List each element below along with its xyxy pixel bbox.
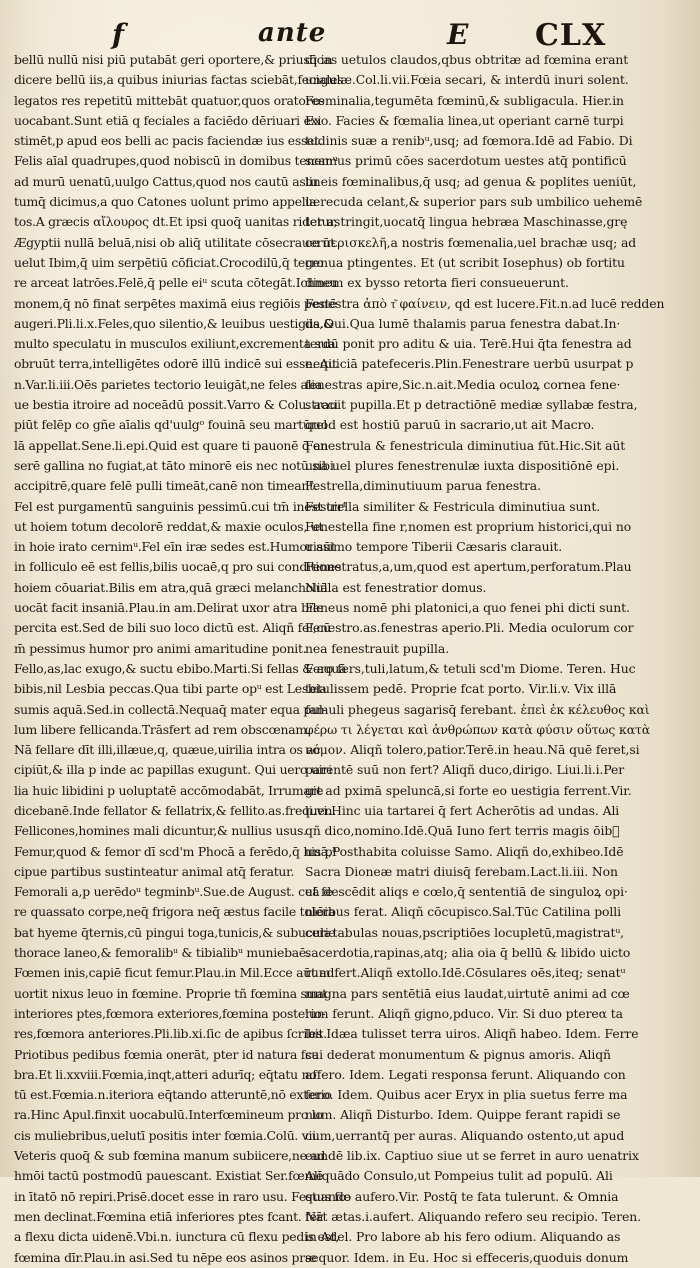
text-line: νόμον. Aliqñ tolero,patior.Terē.in heau.Nā quē feret,si bbox=[305, 742, 640, 758]
text-line: eundē lib.ix. Captiuo siue ut se ferret in auro uenatrix bbox=[305, 1148, 639, 1164]
text-line: stimēt,p apud eos belli ac pacis faciendæ ius esset. bbox=[14, 133, 323, 149]
text-line: Festrella similiter & Festricula diminutiua sunt. bbox=[305, 498, 601, 514]
text-line: Fenestrula & fenestricula diminutiua fūt.Hic.Sit aūt bbox=[305, 437, 626, 453]
text-line: affero. Idem. Legati responsa ferunt. Aliquando con bbox=[305, 1066, 626, 1082]
text-line: lum ferunt. Aliqñ gigno,pduco. Vir. Si duo ptereα ta bbox=[305, 1005, 623, 1021]
text-line: ad murū uenatū,uulgo Cattus,quod nos cautū astu bbox=[14, 173, 318, 189]
text-line: li.vi.Hinc uia tartarei q̄ fert Acherōtis ad undas. Ali bbox=[305, 802, 620, 818]
text-line: uocabant.Sunt etiā q feciales a faciēdo dēriuari exi bbox=[14, 112, 322, 128]
text-line: in ītatō nō repiri.Prisē.docet esse in raro usu. Festus fœ bbox=[14, 1188, 351, 1204]
text-line: Fœmen inis,capiē ficut femur.Plau.in Mil.Ecce aūt ad bbox=[14, 965, 335, 981]
text-line: fenestras apire,Sic.n.ait.Media oculoꝝ cornea fene· bbox=[305, 376, 621, 392]
text-line: Nā fellare dīt illi,illæue,q, quæue,uirilia intra os ac bbox=[14, 742, 321, 758]
text-line: Fenestella fine r,nomen est proprium historici,qui no bbox=[305, 518, 632, 534]
text-line: φέρω τι λέγεται καὶ ἀνθρώπων κατὰ φύσιν οὕτως κατὰ bbox=[305, 721, 650, 737]
text-line: thorace laneo,& femoralibᵘ & tibialibᵘ muniebaē. bbox=[14, 945, 310, 961]
text-line: hmōi tactū postmodū pauescant. Existiat Ser.fœmē bbox=[14, 1168, 324, 1184]
text-line: Festrella,diminutiuum parua fenestra. bbox=[305, 478, 541, 494]
text-line: cipiūt,& illa p inde ac papillas exugunt. Qui uero uiri bbox=[14, 762, 332, 778]
text-line: sacerdotia,rapinas,atq; alia oia q̄ bellū & libido uicto bbox=[305, 945, 631, 961]
text-line: git ad pximā speluncā,si forte eo uestigia ferrent.Vir. bbox=[305, 782, 632, 798]
text-line: uerecuda celant,& superior pars sub umbilico uehemē bbox=[305, 194, 643, 210]
text-line: tos.A græcis αἴλουρος dt.Et ipsi quoq̄ uanitas ridetur, bbox=[14, 214, 338, 230]
text-line: terdū ponit pro aditu & uia. Terē.Hui q̄ta fenestra ad bbox=[305, 336, 632, 352]
text-line: Fellicones,homines mali dicuntur,& nullius usus. bbox=[14, 823, 307, 839]
text-line: lā appellat.Sene.li.epi.Quid est quare ti pauonē q̄ an bbox=[14, 437, 329, 453]
text-line: men declinat.Fœmina etiā inferiores ptes fcant. Nā bbox=[14, 1208, 323, 1224]
text-line: ter astringit,uocatq̄ lingua hebræa Maschinasse,grę bbox=[305, 214, 628, 230]
text-line: Veteris quoq̄ & sub fœmina manum subiicere,ne ad bbox=[14, 1148, 326, 1164]
text-line: dicas uetulos claudos,qbus obtritæ ad fœmina erant bbox=[305, 52, 629, 67]
text-line: unā,Posthabita coluisse Samo. Aliqñ do,exhibeo.Idē bbox=[305, 843, 624, 859]
text-line: cum,uerrantq̄ per auras. Aliquando ostento,ut apud bbox=[305, 1127, 625, 1143]
text-line: Exo. Facies & fœmalia linea,ut operiant carnē turpi bbox=[305, 112, 624, 128]
text-line: Fenestro.as.fenestras aperio.Pli. Media oculorum cor bbox=[305, 620, 634, 636]
text-line: Fenestratus,a,um,quod est apertum,perforatum.Plau bbox=[305, 559, 632, 575]
text-line: lineis fœminalibus,q̄ usq; ad genua & poplites ueniūt, bbox=[305, 173, 637, 189]
text-line: Felis aīal quadrupes,quod nobiscū in domibus tenemᵘ bbox=[14, 153, 338, 169]
text-line: Fœminalia,tegumēta fœminū,& subligacula. Hier.in bbox=[305, 92, 624, 108]
text-line: uortit nixus leuo in fœmine. Proprie tñ fœmina sunt bbox=[14, 985, 327, 1001]
text-line: res,fœmora anteriores.Pli.lib.xi.ſic de apibus ſcribit. bbox=[14, 1026, 327, 1042]
text-line: bat hyeme q̄ternis,cū pingui toga,tunicis,& subuculæ bbox=[14, 924, 336, 940]
text-line: rum fert.Aliqñ extollo.Idē.Cōsulares oēs,iteq; senatᵘ bbox=[305, 965, 626, 981]
text-line: Sacra Dioneæ matri diuisq̄ ferebam.Lact.li.iii. Non bbox=[305, 863, 618, 879]
text-line: multo speculatu in musculos exiliunt,excrementa sua bbox=[14, 336, 336, 352]
text-line: bra.Et li.xxviii.Fœmia,inqt,atteri adurīq; eq̄tatu no bbox=[14, 1066, 317, 1082]
text-line: legatos res repetitū mittebāt quatuor,quos oratores bbox=[14, 92, 325, 108]
text-line: in hoie irato cernimᵘ.Fel eīn iræ sedes est.Humor aūt bbox=[14, 539, 336, 555]
text-line: obruūt terra,intelligētes odorē illū indicē sui esse. Ait bbox=[14, 356, 337, 372]
text-line: ra.Hinc Apul.finxit uocabulū.Interfœmineum pro lo bbox=[14, 1107, 323, 1123]
text-line: lia huic libidini p uoluptatē accōmodabāt, Irrumare bbox=[14, 782, 324, 798]
text-line: serē gallina no fugiat,at tāto minorē eis nec notū sibi bbox=[14, 457, 334, 473]
text-line: m̄ pessimus humor pro animi amaritudine ponit. bbox=[14, 640, 307, 656]
text-line: cipue partibus sustinteatur animal atq̄ feratur. bbox=[14, 863, 295, 879]
text-line: tū est.Fœmia.n.iteriora eq̄tando atteruntē,nō exterio bbox=[14, 1087, 332, 1103]
text-line: num. Aliqñ Disturbo. Idem. Quippe ferant rapidi se bbox=[305, 1107, 621, 1123]
text-line: nequiciā patefeceris.Plin.Fenestrare uerbū usurpat p bbox=[305, 356, 634, 372]
text-line: nea fenestrauit pupilla. bbox=[305, 640, 450, 656]
text-line: qñ dico,nomino.Idē.Quā Iuno fert terris magis ōib᷑ bbox=[305, 823, 620, 839]
text-line: dinem ex bysso retorta fieri consueuerunt. bbox=[305, 275, 569, 291]
text-line: Priotibus pedibus fœmia onerāt, pter id natura fca bbox=[14, 1046, 319, 1062]
text-line: hoiem cōuariat.Bilis em atra,quā græci melancholiā bbox=[14, 579, 328, 595]
text-line: cis muliebribus,uelutī positis inter fœmia.Colū. vii. bbox=[14, 1127, 320, 1143]
text-line: dicebanē.Inde fellator & fellatrix,& fellito.as.frequen. bbox=[14, 802, 336, 818]
text-line: tudinis suæ a renibᵘ,usq; ad fœmora.Idē ad Fabio. Di bbox=[305, 133, 633, 149]
text-line: Fenestra ἀπὸ τ͂ φαίνειν, qd est lucere.Fit.n.ad lucē redden bbox=[305, 295, 665, 311]
text-line: ungulæ.Col.li.vii.Fœia secari, & interdū inuri solent. bbox=[305, 72, 629, 88]
text-line: bellū nullū nisi piū putabāt geri oportere,& priusq̄ in bbox=[14, 52, 333, 67]
text-line: interiores ptes,fœmora exteriores,fœmina posterio- bbox=[14, 1005, 326, 1021]
text-line: n.Var.li.iii.Oēs parietes tectorio leuigāt,ne feles alia bbox=[14, 376, 323, 392]
text-line: re arceat latrōes.Felē,q̄ pelle eiᵘ scuta cōtegāt.Ichneu bbox=[14, 275, 338, 291]
text-line: tetulissem pedē. Proprie fcat porto. Vir.li.v. Vix illā bbox=[305, 681, 617, 697]
text-line: Aliquādo Consulo,ut Pompeius tulit ad populū. Ali bbox=[305, 1168, 613, 1184]
text-line: accipitrē,quare felē pulli timeāt,canē non timeant. bbox=[14, 478, 318, 494]
text-line: una uel plures fenestrenulæ iuxta dispositiōnē epi. bbox=[305, 457, 620, 473]
text-line: strauit pupilla.Et p detractiōnē mediæ syllabæ festra, bbox=[305, 397, 638, 413]
text-line: niōibus ferat. Aliqñ cōcupisco.Sal.Tūc Catilina polli bbox=[305, 904, 621, 920]
text-line: sequor. Idem. in Eu. Hoc si effeceris,quoduis donum bbox=[305, 1249, 629, 1265]
text-line: ce περισκελῆ,a nostris fœmenalia,uel brachæ usq; ad bbox=[305, 234, 637, 250]
text-line: magna pars sentētiā eius laudat,uirtutē animi ad cœ bbox=[305, 985, 630, 1001]
text-line: re quassato corpe,neq̄ frigora neq̄ æstus facile tolera bbox=[14, 904, 336, 920]
left-text-column bbox=[14, 50, 351, 1268]
text-line: fœmina dīr.Plau.in asi.Sed tu nēpe eos asinos præ bbox=[14, 1249, 317, 1265]
text-line: quando aufero.Vir. Postq̄ te fata tulerunt. & Omnia bbox=[305, 1188, 619, 1204]
text-line: Fello,as,lac exugo,& suctu ebibo.Marti.Si fellas & aquā bbox=[14, 660, 347, 676]
page-header bbox=[0, 14, 700, 54]
text-line: uissimo tempore Tiberii Cæsaris clarauit. bbox=[305, 539, 563, 555]
text-line: uelut Ibim,q̄ uim serpētiū cōficiat.Crocodilū,q̄ terro bbox=[14, 254, 324, 270]
text-line: Femur,quod & femor dī scd'm Phocā a ferēdo,q̄ his pᵃ bbox=[14, 843, 337, 859]
text-line: Ægyptii nullā beluā,nisi ob aliq̄ utilitate cōsecrauerūt bbox=[14, 234, 335, 250]
section-letter: E bbox=[447, 18, 469, 51]
text-line: parentē suū non fert? Aliqñ duco,dirigo. Liui.li.i.Per bbox=[305, 762, 625, 778]
text-line: percita est.Sed de bili suo loco dictū est. Aliqñ fel,cū bbox=[14, 620, 331, 636]
text-line: tumq̄ dicimus,a quo Catones uolunt primo appella bbox=[14, 194, 317, 210]
running-head: ante bbox=[258, 18, 327, 48]
text-line: fero. Idem. Quibus acer Eryx in plia suetus ferre ma bbox=[305, 1087, 628, 1103]
text-line: piūt felēp co gñe aīalis qd'uulgᵒ fouinā seu martūrel bbox=[14, 417, 328, 433]
text-line: sui dederat monumentum & pignus amoris. Aliqñ bbox=[305, 1046, 611, 1062]
right-text-column bbox=[305, 50, 683, 1268]
text-line: dicere bellū iis,a quibus iniurias factas sciebāt,feciales bbox=[14, 72, 344, 88]
signature-mark: f bbox=[112, 18, 125, 51]
text-line: sumis aquā.Sed.in collectā.Nequaq̄ mater equa pul- bbox=[14, 701, 327, 717]
text-line: Feneus nomē phi platonici,a quo fenei phi dicti sunt. bbox=[305, 600, 630, 616]
text-line: quod est hostiū paruū in sacrario,ut ait Macro. bbox=[305, 417, 595, 433]
text-line: Fel est purgamentū sanguinis pessimū.cui tm̄ inest uirᵗ bbox=[14, 498, 346, 514]
text-line: Nulla est fenestratior domus. bbox=[305, 579, 487, 595]
text-line: da.Oui.Qua lumē thalamis parua fenestra dabat.In· bbox=[305, 315, 621, 331]
text-line: monem,q̄ nō finat serpētes maximā eius regiōis pestē bbox=[14, 295, 337, 311]
text-line: a flexu dicta uidenē.Vbi.n. iunctura cū flexu pedis est, bbox=[14, 1229, 340, 1245]
text-line: augeri.Pli.li.x.Feles,quo silentio,& leuibus uestigiis,& bbox=[14, 315, 334, 331]
text-line: in Adel. Pro labore ab his fero odium. Aliquando as bbox=[305, 1229, 621, 1245]
folio-number: CLX bbox=[535, 18, 607, 53]
text-line: lum libere fellicanda.Trāsfert ad rem obscœnam. bbox=[14, 721, 311, 737]
text-line: in folliculo eē est fellis,bilis uocaē,q pro sui conditione bbox=[14, 559, 342, 575]
text-line: ue bestia itroire ad noceādū possit.Varro & Colu. acci bbox=[14, 397, 338, 413]
text-line: famuli phegeus sagarisq̄ ferebant. ἐπεὶ ἐκ κέλευθος καὶ bbox=[305, 701, 650, 717]
text-line: uocāt facit insaniā.Plau.in am.Delirat uxor atra bile bbox=[14, 600, 324, 616]
text-line: ut hoiem totum decolorē reddat,& maxie oculos, ut bbox=[14, 518, 324, 534]
text-line: les Idæa tulisset terra uiros. Aliqñ habeo. Idem. Ferre bbox=[305, 1026, 639, 1042]
text-line: fert ætas.i.aufert. Aliquando refero seu recipio. Teren. bbox=[305, 1208, 642, 1224]
text-line: Femorali a,p uerēdoᵘ tegminbᵘ.Sue.de August. cut fe bbox=[14, 884, 333, 900]
text-line: genua ptingentes. Et (ut scribit Iosephus) ob fortitu bbox=[305, 254, 625, 270]
text-line: bibis,nil Lesbia peccas.Qua tibi parte opᵘ est Lesbia bbox=[14, 681, 327, 697]
text-line: scamus primū cōes sacerdotum uestes atq̄ pontificū bbox=[305, 153, 627, 169]
text-line: eā descēdit aliqs e cœlo,q̄ sententiā de singuloꝝ opi· bbox=[305, 884, 628, 900]
text-line: ceri tabulas nouas,pscriptiōes locupletū,magistratᵘ, bbox=[305, 924, 625, 940]
text-line: Fero fers,tuli,latum,& tetuli scd'm Diome. Teren. Huc bbox=[305, 660, 636, 676]
